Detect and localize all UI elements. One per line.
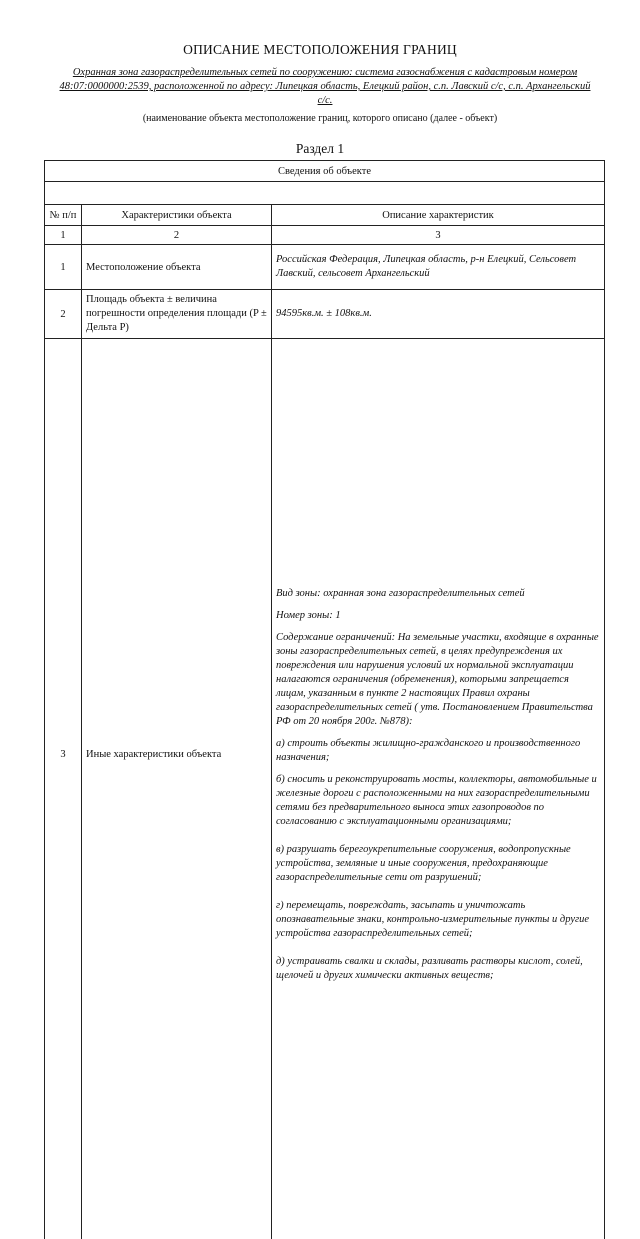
description-paragraph: а) строить объекты жилищно-гражданского и производственного назначения; — [276, 737, 600, 765]
row-characteristic: Местоположение объекта — [82, 245, 272, 290]
header-num: № п/п — [45, 205, 82, 226]
document-title: ОПИСАНИЕ МЕСТОПОЛОЖЕНИЯ ГРАНИЦ — [0, 42, 640, 58]
table-row — [45, 339, 605, 1239]
object-info-table — [44, 160, 605, 1239]
description-paragraph: Содержание ограничений: На земельные участки, входящие в охранные зоны газораспределительных сетей, в целях предупреждения их повреждения или нарушения условий их нормальной эксплуатации налагаются ограничения (обременения), которыми запрещается лицам, указанным в пункте 2 настоящих Правил охраны газораспределительных сетей ( утв. Постановлением Правительства РФ от 20 ноября 200г. №878): — [276, 631, 600, 729]
row-characteristic: Иные характеристики объекта — [82, 339, 272, 1239]
description-paragraph: г) перемещать, повреждать, засыпать и уничтожать опознавательные знаки, контрольно-измерительные пункты и другие устройства газораспределительных сетей; — [276, 899, 600, 941]
table-caption: Сведения об объекте — [45, 161, 605, 182]
description-paragraph: в) разрушать берегоукрепительные сооружения, водопропускные устройства, земляные и иные сооружения, предохраняющие газораспределительные сети от разрушений; — [276, 843, 600, 885]
header-characteristic: Характеристики объекта — [82, 205, 272, 226]
row-characteristic: Площадь объекта ± величина погрешности определения площади (P ± Дельта P) — [82, 290, 272, 339]
object-name-caption: (наименование объекта местоположение границ, которого описано (далее - объект) — [0, 113, 640, 124]
column-number: 3 — [272, 226, 605, 245]
table-blank-row — [45, 182, 605, 205]
blank-cell — [45, 182, 605, 205]
section-title: Раздел 1 — [0, 141, 640, 157]
table-row — [45, 245, 605, 290]
row-description: Российская Федерация, Липецкая область, р-н Елецкий, Сельсовет Лавский, сельсовет Архангельский — [272, 245, 605, 290]
description-paragraph: б) сносить и реконструировать мосты, коллекторы, автомобильные и железные дороги с расположенными на них газораспределительными сетями без предварительного выноса этих газопроводов по согласованию с эксплуатационными организациями; — [276, 773, 600, 829]
row-description: 94595кв.м. ± 108кв.м. — [272, 290, 605, 339]
row-description — [272, 339, 605, 1239]
table-caption-row — [45, 161, 605, 182]
column-number-row — [45, 226, 605, 245]
table-header-row — [45, 205, 605, 226]
column-number: 1 — [45, 226, 82, 245]
header-description: Описание характеристик — [272, 205, 605, 226]
description-paragraph: д) устраивать свалки и склады, разливать растворы кислот, солей, щелочей и других химически активных веществ; — [276, 955, 600, 983]
row-number: 3 — [45, 339, 82, 1239]
description-paragraph: Вид зоны: охранная зона газораспределительных сетей — [276, 587, 600, 601]
object-name: Охранная зона газораспределительных сетей по сооружению: система газоснабжения с кадастровым номером 48:07:0000000:2539, расположенной по адресу: Липецкая область, Елецкий район, с.п. Лавский с/с, с.п. Архангельский с/с. — [55, 66, 595, 108]
description-paragraph: Номер зоны: 1 — [276, 609, 600, 623]
column-number: 2 — [82, 226, 272, 245]
row-number: 1 — [45, 245, 82, 290]
table-row — [45, 290, 605, 339]
row-number: 2 — [45, 290, 82, 339]
